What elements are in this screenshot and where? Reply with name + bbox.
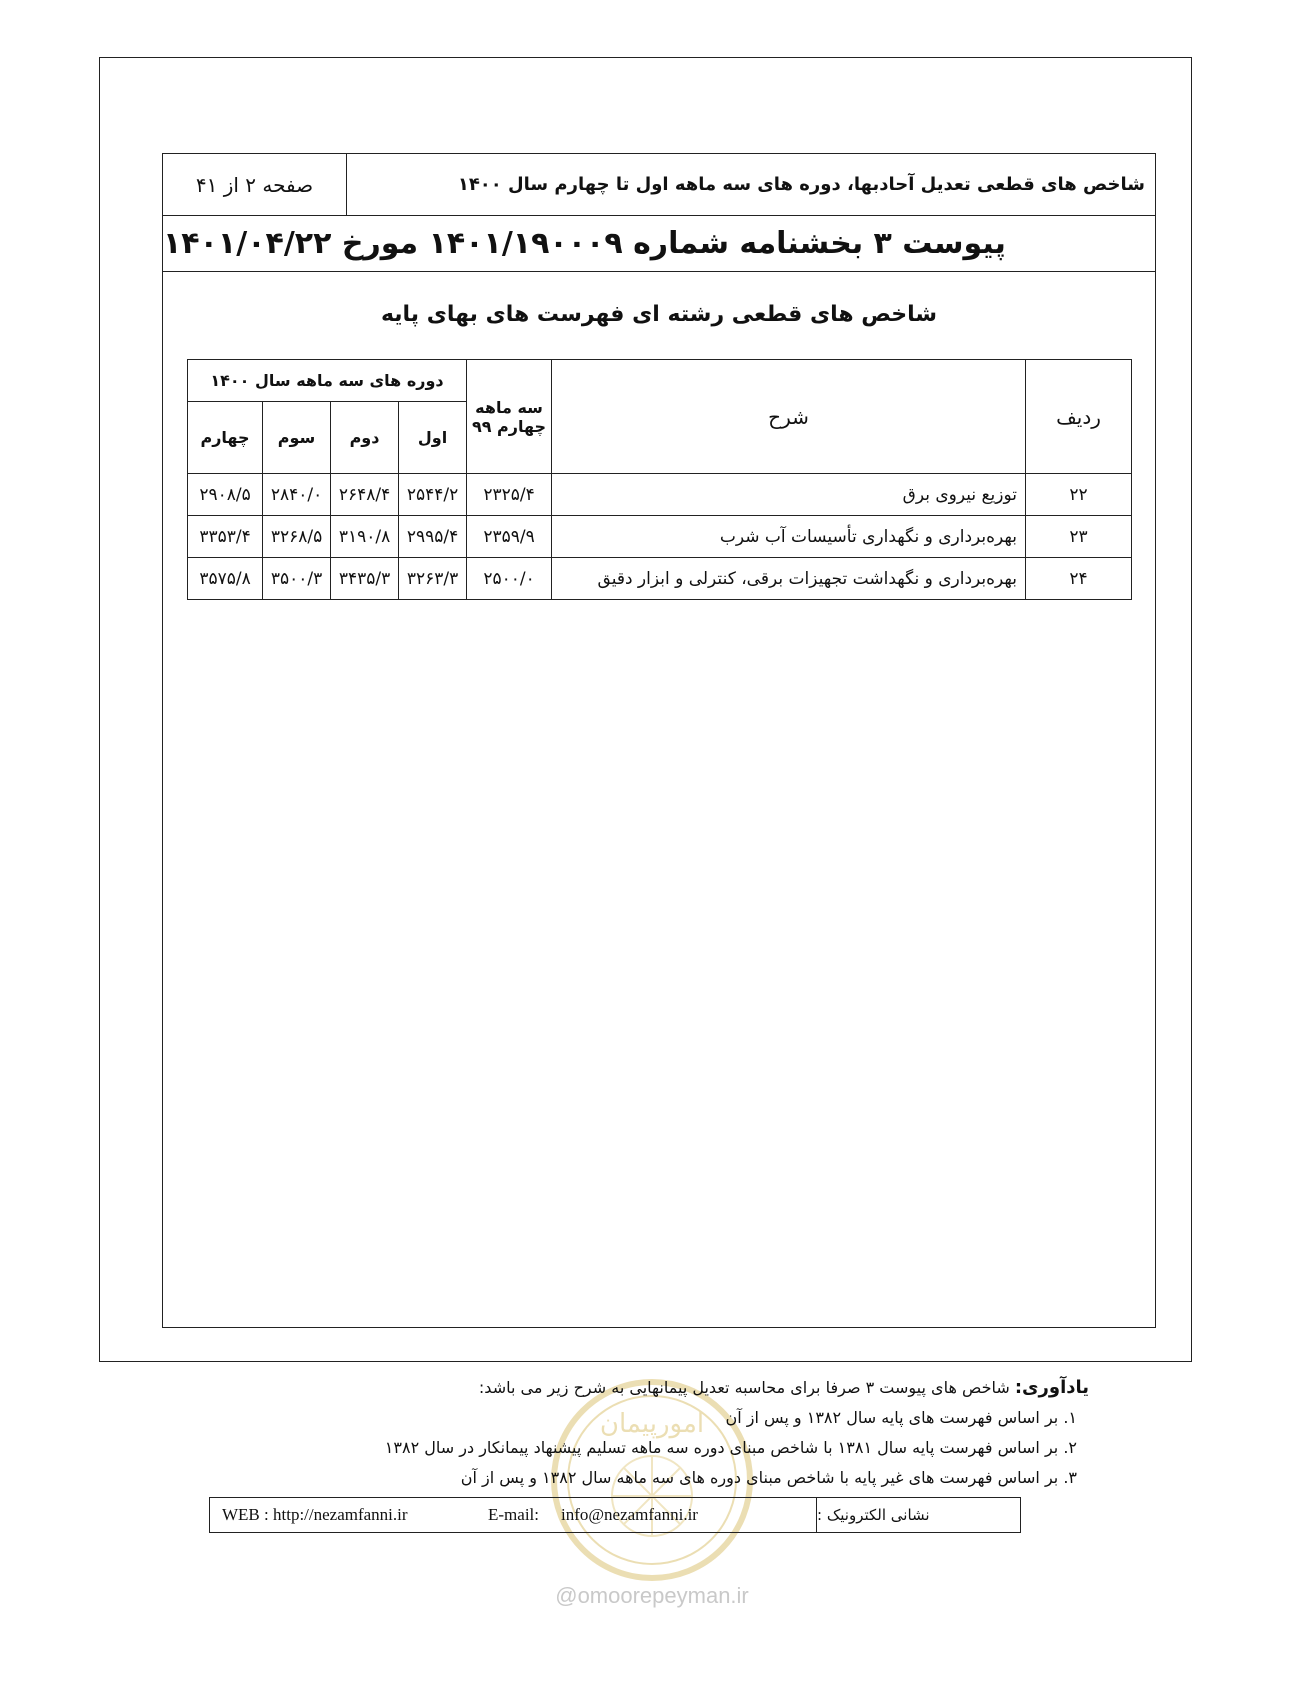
reminder-intro-line — [89, 1373, 1089, 1403]
cell-q2: ۳۱۹۰/۸ — [331, 516, 399, 558]
header-row — [163, 154, 1155, 216]
base-quarter-line1: سه ماهه — [475, 397, 543, 417]
column-header-q2: دوم — [331, 402, 399, 474]
website-link[interactable]: WEB : http://nezamfanni.ir — [222, 1505, 408, 1524]
cell-q3: ۳۵۰۰/۳ — [263, 558, 331, 600]
cell-q1: ۲۹۹۵/۴ — [399, 516, 467, 558]
column-group-header: دوره های سه ماهه سال ۱۴۰۰ — [188, 360, 467, 402]
page-number: صفحه ۲ از ۴۱ — [163, 154, 347, 215]
cell-base: ۲۳۲۵/۴ — [467, 474, 552, 516]
cell-q2: ۲۶۴۸/۴ — [331, 474, 399, 516]
email-link[interactable]: info@nezamfanni.ir — [560, 1505, 698, 1524]
watermark-seal-text: امورپیمان — [599, 1409, 705, 1439]
row-description: بهره‌برداری و نگهداری تأسیسات آب شرب — [552, 516, 1026, 558]
cell-base: ۲۳۵۹/۹ — [467, 516, 552, 558]
column-header-q4: چهارم — [188, 402, 263, 474]
circular-title: پیوست ۳ بخشنامه شماره ۱۴۰۱/۱۹۰۰۰۹ مورخ ۱۴۰۱/۰۴/۲۲ — [163, 226, 1006, 261]
row-number: ۲۲ — [1026, 474, 1132, 516]
contact-box — [209, 1497, 1021, 1533]
table-row — [188, 516, 1132, 558]
watermark-site-text: @omoorepeyman.ir — [555, 1583, 749, 1608]
index-table — [187, 359, 1132, 600]
cell-q4: ۳۳۵۳/۴ — [188, 516, 263, 558]
cell-q4: ۲۹۰۸/۵ — [188, 474, 263, 516]
header-title: شاخص های قطعی تعدیل آحادبها، دوره های سه ماهه اول تا چهارم سال ۱۴۰۰ — [457, 174, 1145, 195]
column-header-base-quarter — [467, 360, 552, 474]
cell-q1: ۲۵۴۴/۲ — [399, 474, 467, 516]
email-block — [488, 1498, 698, 1532]
circular-title-row — [163, 216, 1155, 272]
base-quarter-line2: چهارم ۹۹ — [471, 416, 547, 436]
reminder-item: ۲. بر اساس فهرست پایه سال ۱۳۸۱ با شاخص مبنای دوره سه ماهه تسلیم پیشنهاد پیمانکار در سال ۱۳۸۲ — [384, 1438, 1077, 1457]
reminder-label: یادآوری: — [1014, 1377, 1089, 1398]
table-row — [188, 474, 1132, 516]
row-description: توزیع نیروی برق — [552, 474, 1026, 516]
cell-q1: ۳۲۶۳/۳ — [399, 558, 467, 600]
contact-label: نشانی الکترونیک : — [816, 1498, 1020, 1532]
row-number: ۲۴ — [1026, 558, 1132, 600]
cell-q3: ۲۸۴۰/۰ — [263, 474, 331, 516]
column-header-q3: سوم — [263, 402, 331, 474]
email-label: E-mail: — [488, 1505, 539, 1524]
reminder-item: ۳. بر اساس فهرست های غیر پایه با شاخص مبنای دوره های سه ماهه سال ۱۳۸۲ و پس از آن — [460, 1468, 1077, 1487]
cell-q4: ۳۵۷۵/۸ — [188, 558, 263, 600]
reminder-note — [89, 1373, 1089, 1493]
reminder-intro: شاخص های پیوست ۳ صرفا برای محاسبه تعدیل پیمانهایی به شرح زیر می باشد: — [478, 1378, 1010, 1397]
cell-base: ۲۵۰۰/۰ — [467, 558, 552, 600]
column-header-q1: اول — [399, 402, 467, 474]
cell-q2: ۳۴۳۵/۳ — [331, 558, 399, 600]
column-header-description: شرح — [552, 360, 1026, 474]
cell-q3: ۳۲۶۸/۵ — [263, 516, 331, 558]
row-description: بهره‌برداری و نگهداشت تجهیزات برقی، کنترلی و ابزار دقیق — [552, 558, 1026, 600]
column-header-row-number: ردیف — [1026, 360, 1132, 474]
content-frame — [162, 153, 1156, 1328]
row-number: ۲۳ — [1026, 516, 1132, 558]
section-title: شاخص های قطعی رشته ای فهرست های بهای پایه — [380, 302, 938, 327]
table-row — [188, 558, 1132, 600]
reminder-item: ۱. بر اساس فهرست های پایه سال ۱۳۸۲ و پس از آن — [725, 1408, 1077, 1427]
